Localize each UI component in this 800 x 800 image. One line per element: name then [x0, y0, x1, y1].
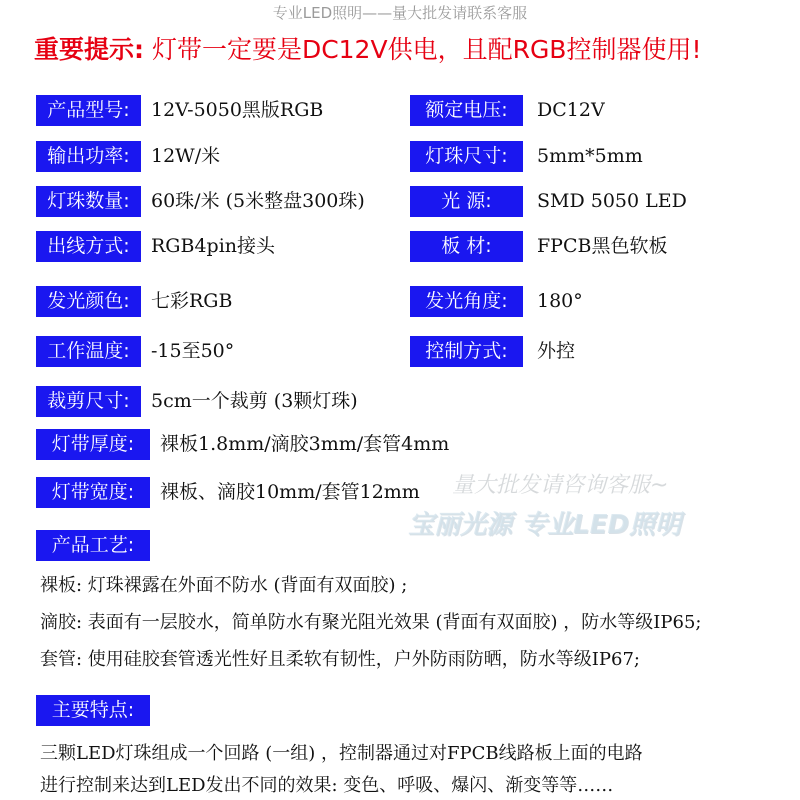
spec-value-control: 外控: [537, 340, 576, 362]
spec-value-voltage: DC12V: [537, 99, 605, 121]
top-note: 专业LED照明——量大批发请联系客服: [272, 4, 528, 22]
watermark-line-1: 量大批发请咨询客服~: [452, 473, 669, 498]
headline-lead: 重要提示:: [34, 35, 144, 64]
spec-value-power: 12W/米: [151, 145, 221, 167]
headline: [34, 30, 701, 66]
spec-value-board: FPCB黑色软板: [537, 235, 668, 257]
spec-label-color: 发光颜色:: [36, 286, 141, 317]
spec-value-led-count: 60珠/米 (5米整盘300珠): [151, 190, 365, 212]
process-line-epoxy: 滴胶: 表面有一层胶水，简单防水有聚光阻光效果 (背面有双面胶) ，防水等级IP65;: [40, 612, 702, 633]
spec-label-control: 控制方式:: [410, 336, 523, 367]
spec-label-thickness: 灯带厚度:: [36, 429, 150, 460]
headline-text: 灯带一定要是DC12V供电，且配RGB控制器使用!: [144, 35, 702, 64]
spec-value-led-size: 5mm*5mm: [537, 145, 643, 167]
spec-label-power: 输出功率:: [36, 141, 141, 172]
spec-label-led-count: 灯珠数量:: [36, 186, 141, 217]
spec-value-width: 裸板、滴胶10mm/套管12mm: [160, 481, 420, 503]
spec-value-thickness: 裸板1.8mm/滴胶3mm/套管4mm: [160, 433, 450, 455]
spec-label-connector: 出线方式:: [36, 231, 141, 262]
spec-value-cut-size: 5cm一个裁剪 (3颗灯珠): [151, 390, 358, 412]
process-line-bare: 裸板: 灯珠裸露在外面不防水 (背面有双面胶) ;: [40, 575, 408, 596]
spec-label-cut-size: 裁剪尺寸:: [36, 386, 141, 417]
spec-value-angle: 180°: [537, 290, 583, 312]
spec-label-width: 灯带宽度:: [36, 477, 150, 508]
spec-label-model: 产品型号:: [36, 95, 141, 126]
spec-value-connector: RGB4pin接头: [151, 235, 276, 257]
spec-value-source: SMD 5050 LED: [537, 190, 687, 212]
spec-label-source: 光 源:: [410, 186, 523, 217]
features-heading: 主要特点:: [36, 695, 150, 726]
spec-label-temperature: 工作温度:: [36, 336, 141, 367]
watermark-line-2: 宝丽光源 专业LED照明: [408, 510, 681, 540]
process-line-sleeve: 套管: 使用硅胶套管透光性好且柔软有韧性，户外防雨防晒，防水等级IP67;: [40, 649, 640, 670]
spec-label-board: 板 材:: [410, 231, 523, 262]
features-line-2: 进行控制来达到LED发出不同的效果: 变色、呼吸、爆闪、渐变等等……: [40, 775, 614, 796]
spec-value-color: 七彩RGB: [151, 290, 233, 312]
spec-label-voltage: 额定电压:: [410, 95, 523, 126]
features-line-1: 三颗LED灯珠组成一个回路 (一组) ，控制器通过对FPCB线路板上面的电路: [40, 743, 643, 764]
spec-value-temperature: -15至50°: [151, 340, 235, 362]
process-heading: 产品工艺:: [36, 530, 150, 561]
spec-label-led-size: 灯珠尺寸:: [410, 141, 523, 172]
spec-value-model: 12V-5050黑版RGB: [151, 99, 324, 121]
spec-label-angle: 发光角度:: [410, 286, 523, 317]
